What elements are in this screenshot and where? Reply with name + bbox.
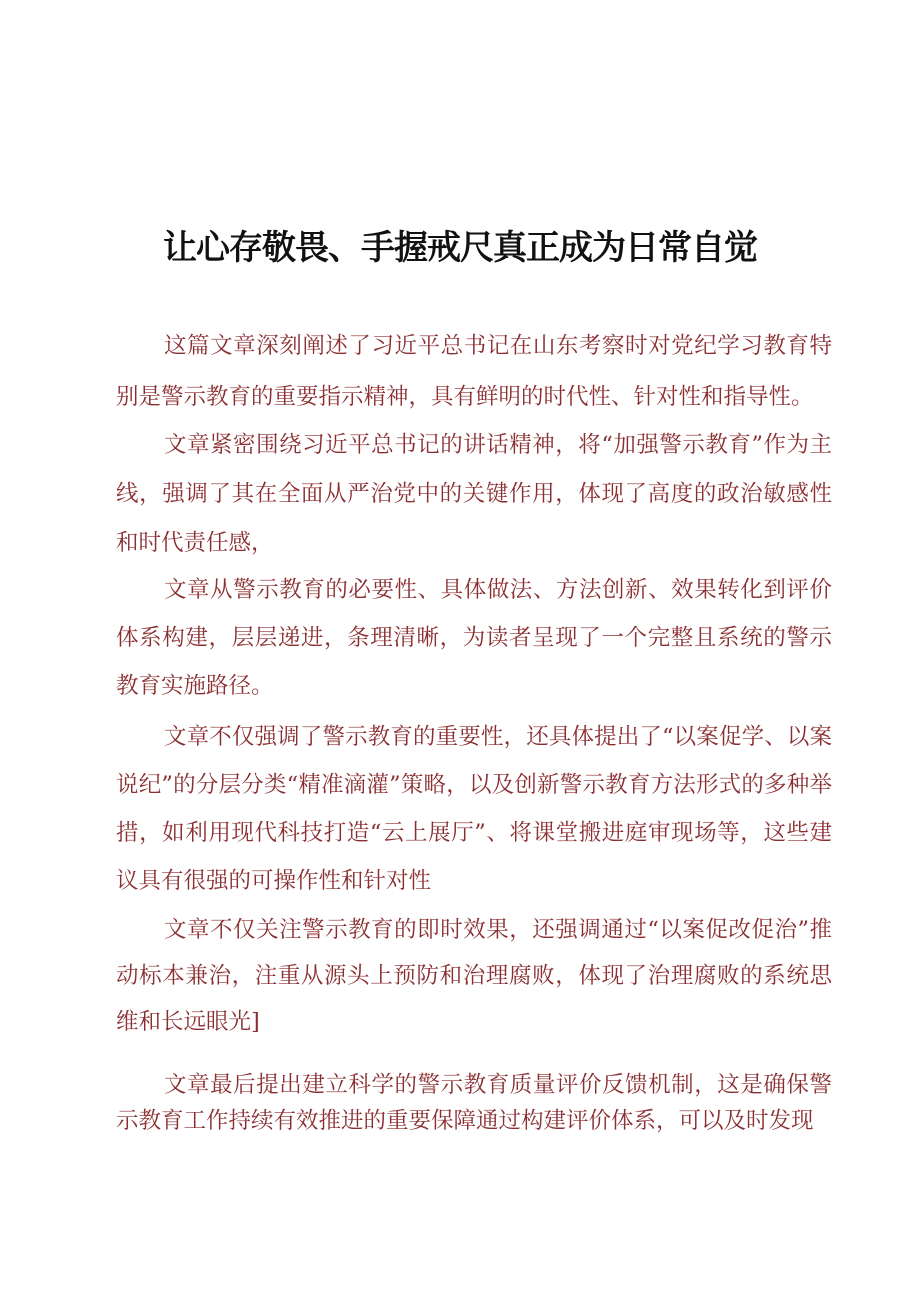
- paragraph-2: 文章紧密围绕习近平总书记的讲话精神，将“加强警示教育”作为主线，强调了其在全面从严治党中的关键作用，体现了高度的政治敏感性和时代责任感，: [116, 432, 832, 556]
- paragraph-6: 文章最后提出建立科学的警示教育质量评价反馈机制，这是确保警示教育工作持续有效推进的重要保障通过构建评价体系，可以及时发现: [116, 1072, 832, 1134]
- paragraph-1: 这篇文章深刻阐述了习近平总书记在山东考察时对党纪学习教育特别是警示教育的重要指示精神，具有鲜明的时代性、针对性和指导性。: [116, 333, 832, 410]
- paragraph-4: 文章不仅强调了警示教育的重要性，还具体提出了“以案促学、以案说纪”的分层分类“精准滴灌”策略，以及创新警示教育方法形式的多种举措，如利用现代科技打造“云上展厅”、将课堂搬进庭审现场等，这些建议具有很强的可操作性和针对性: [116, 724, 832, 894]
- paragraph-3: 文章从警示教育的必要性、具体做法、方法创新、效果转化到评价体系构建，层层递进，条理清晰，为读者呈现了一个完整且系统的警示教育实施路径。: [116, 577, 832, 699]
- paragraph-5: 文章不仅关注警示教育的即时效果，还强调通过“以案促改促治”推动标本兼治，注重从源头上预防和治理腐败，体现了治理腐败的系统思维和长远眼光]: [116, 917, 832, 1035]
- page-title: 让心存敬畏、手握戒尺真正成为日常自觉: [163, 227, 757, 268]
